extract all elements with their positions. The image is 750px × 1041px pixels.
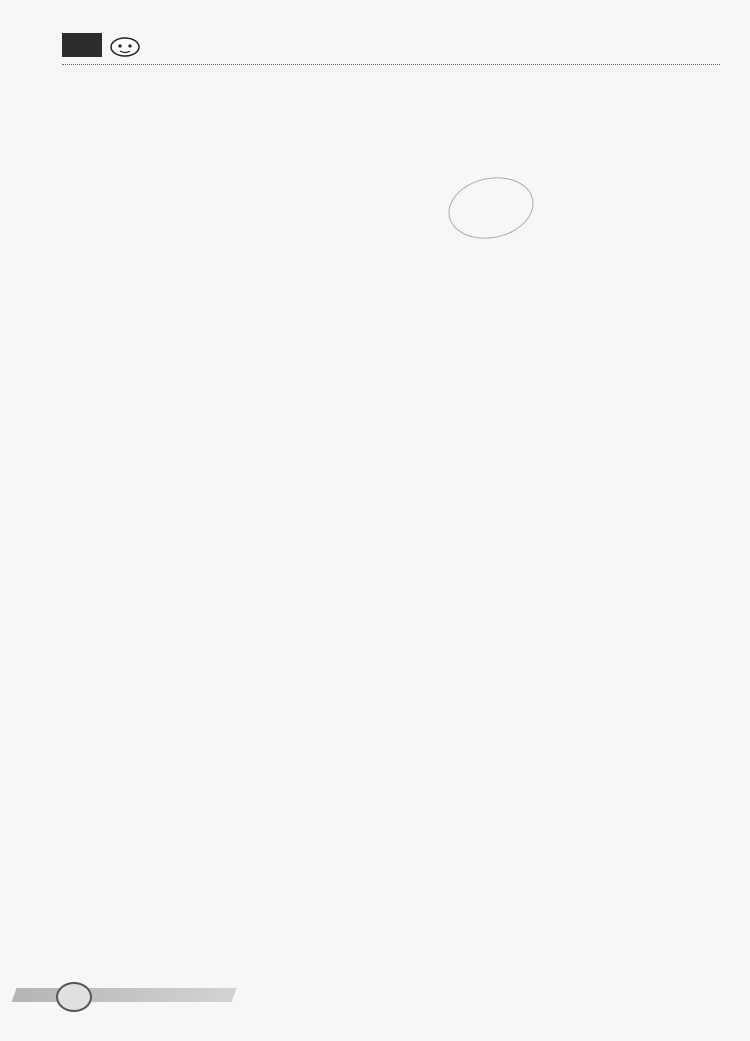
cartoon-icon (108, 33, 142, 57)
footer-bar (11, 988, 236, 1002)
header-tag (62, 33, 102, 57)
header-divider (62, 64, 720, 65)
page-number (56, 982, 92, 1012)
stamp (443, 170, 540, 247)
page-header (62, 30, 142, 60)
